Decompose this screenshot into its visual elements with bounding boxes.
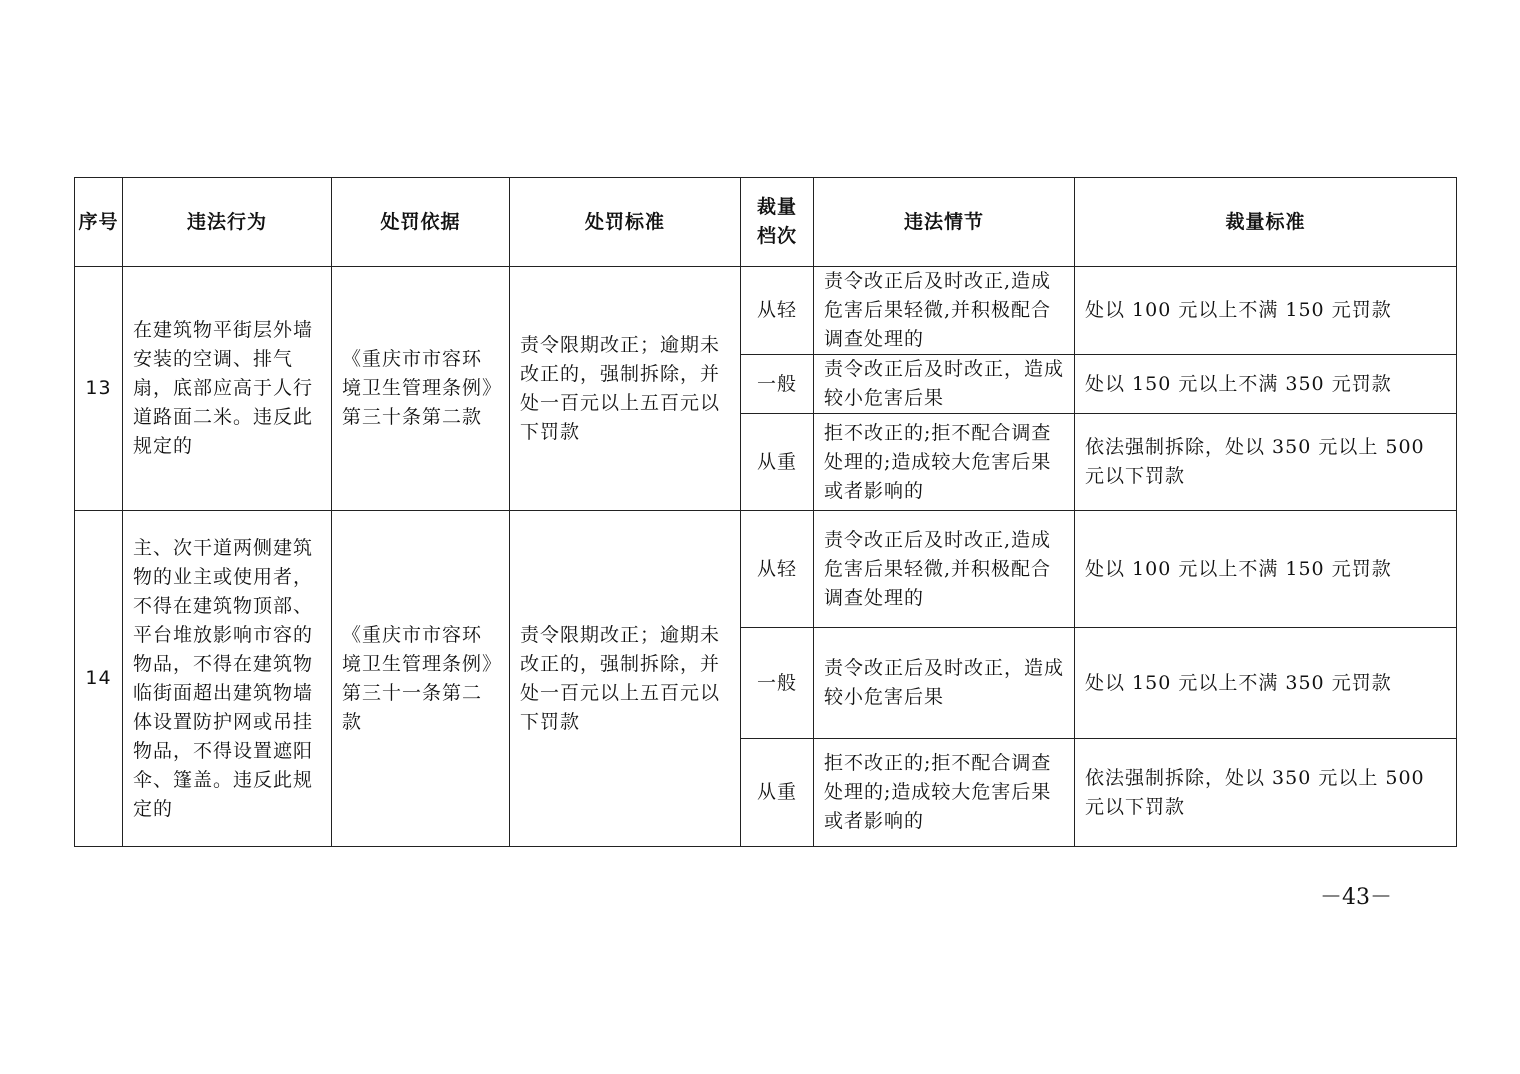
row-standard: 责令限期改正；逾期未改正的，强制拆除，并处一百元以上五百元以下罚款 <box>510 267 741 511</box>
tier-discretion: 依法强制拆除，处以 350 元以上 500 元以下罚款 <box>1075 414 1457 511</box>
row-basis: 《重庆市市容环境卫生管理条例》第三十条第二款 <box>332 267 510 511</box>
row-behavior: 在建筑物平街层外墙安装的空调、排气扇，底部应高于人行道路面二米。违反此规定的 <box>123 267 332 511</box>
header-index: 序号 <box>75 178 123 267</box>
tier-discretion: 处以 150 元以上不满 350 元罚款 <box>1075 355 1457 414</box>
tier-discretion: 处以 150 元以上不满 350 元罚款 <box>1075 628 1457 739</box>
tier-circumstance: 拒不改正的;拒不配合调查处理的;造成较大危害后果或者影响的 <box>814 414 1075 511</box>
row-index: 13 <box>75 267 123 511</box>
tier-circumstance: 拒不改正的;拒不配合调查处理的;造成较大危害后果或者影响的 <box>814 739 1075 847</box>
tier-discretion: 依法强制拆除，处以 350 元以上 500 元以下罚款 <box>1075 739 1457 847</box>
table-row <box>75 511 1457 628</box>
tier-level: 从轻 <box>741 267 814 355</box>
header-row <box>75 178 1457 267</box>
header-circumstance: 违法情节 <box>814 178 1075 267</box>
tier-circumstance: 责令改正后及时改正,造成危害后果轻微,并积极配合调查处理的 <box>814 267 1075 355</box>
row-behavior: 主、次干道两侧建筑物的业主或使用者，不得在建筑物顶部、平台堆放影响市容的物品，不得在建筑物临街面超出建筑物墙体设置防护网或吊挂物品，不得设置遮阳伞、篷盖。违反此规定的 <box>123 511 332 847</box>
table-row <box>75 267 1457 355</box>
page-number: －43－ <box>1320 885 1392 910</box>
tier-discretion: 处以 100 元以上不满 150 元罚款 <box>1075 267 1457 355</box>
header-basis: 处罚依据 <box>332 178 510 267</box>
row-index: 14 <box>75 511 123 847</box>
tier-level: 从轻 <box>741 511 814 628</box>
row-basis: 《重庆市市容环境卫生管理条例》第三十一条第二款 <box>332 511 510 847</box>
header-behavior: 违法行为 <box>123 178 332 267</box>
header-discretion: 裁量标准 <box>1075 178 1457 267</box>
tier-level: 从重 <box>741 739 814 847</box>
header-level: 裁量档次 <box>741 178 814 267</box>
tier-discretion: 处以 100 元以上不满 150 元罚款 <box>1075 511 1457 628</box>
penalty-table <box>74 177 1457 847</box>
tier-level: 从重 <box>741 414 814 511</box>
header-standard: 处罚标准 <box>510 178 741 267</box>
tier-level: 一般 <box>741 355 814 414</box>
tier-circumstance: 责令改正后及时改正，造成较小危害后果 <box>814 355 1075 414</box>
tier-level: 一般 <box>741 628 814 739</box>
tier-circumstance: 责令改正后及时改正,造成危害后果轻微,并积极配合调查处理的 <box>814 511 1075 628</box>
tier-circumstance: 责令改正后及时改正，造成较小危害后果 <box>814 628 1075 739</box>
row-standard: 责令限期改正；逾期未改正的，强制拆除，并处一百元以上五百元以下罚款 <box>510 511 741 847</box>
